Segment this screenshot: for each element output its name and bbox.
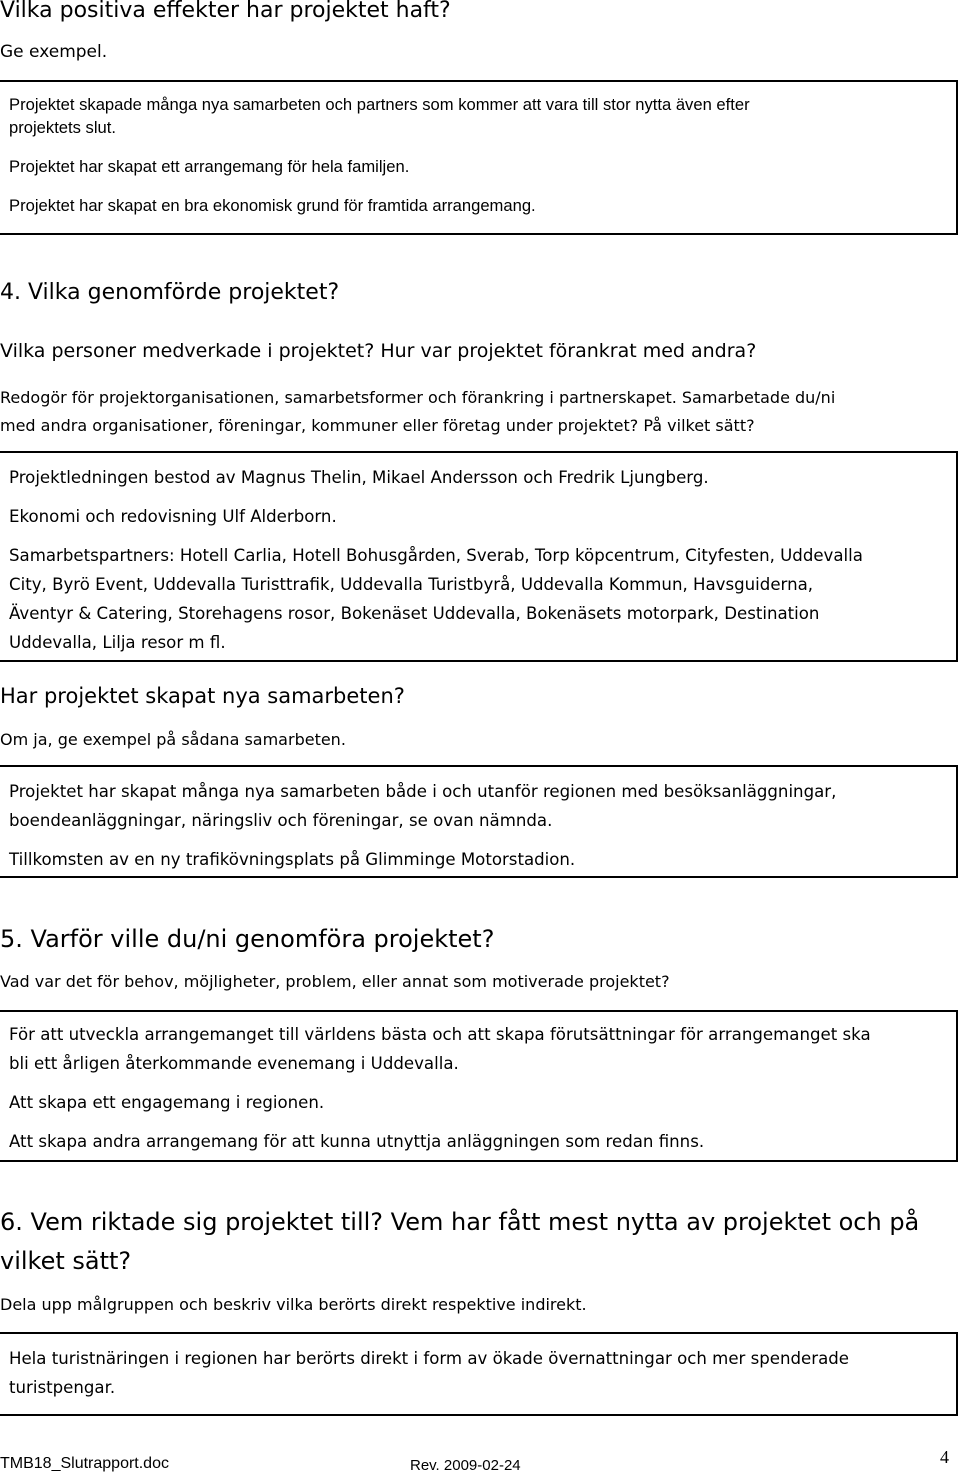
answer-box-organisation <box>0 451 958 662</box>
section-5-heading: 5. Varför ville du/ni genomföra projektet? <box>0 925 495 953</box>
footer-page-number: 4 <box>940 1447 949 1467</box>
answer-line: Projektet har skapat ett arrangemang för hela familjen. <box>9 157 410 176</box>
answer-line: Äventyr & Catering, Storehagens rosor, Bokenäset Uddevalla, Bokenäsets motorpark, Destination <box>9 604 820 623</box>
answer-line: turistpengar. <box>9 1378 116 1397</box>
section-6-heading-cont: vilket sätt? <box>0 1247 132 1275</box>
answer-line: City, Byrö Event, Uddevalla Turisttrafik, Uddevalla Turistbyrå, Uddevalla Kommun, Havsguiderna, <box>9 575 814 594</box>
answer-line: boendeanläggningar, näringsliv och föreningar, se ovan nämnda. <box>9 811 553 830</box>
answer-line: Projektet skapade många nya samarbeten och partners som kommer att vara till stor nytta även efter <box>9 95 750 114</box>
section-4-heading: 4. Vilka genomförde projektet? <box>0 280 340 305</box>
answer-line: Att skapa andra arrangemang för att kunna utnyttja anläggningen som redan finns. <box>9 1132 705 1151</box>
answer-line: Att skapa ett engagemang i regionen. <box>9 1093 325 1112</box>
question-collaboration: Har projektet skapat nya samarbeten? <box>0 684 405 708</box>
answer-line: Projektet har skapat många nya samarbeten både i och utanför regionen med besöksanläggningar, <box>9 782 837 801</box>
section-5-subheading: Vad var det för behov, möjligheter, problem, eller annat som motiverade projektet? <box>0 972 670 991</box>
answer-box-motivation <box>0 1010 958 1162</box>
answer-line: bli ett årligen återkommande evenemang i Uddevalla. <box>9 1054 459 1073</box>
answer-line: projektets slut. <box>9 118 116 137</box>
answer-box-target-group <box>0 1332 958 1416</box>
answer-line: Projektledningen bestod av Magnus Thelin, Mikael Andersson och Fredrik Ljungberg. <box>9 468 709 487</box>
footer-revision: Rev. 2009-02-24 <box>410 1457 521 1474</box>
answer-line: Uddevalla, Lilja resor m fl. <box>9 633 226 652</box>
question-collaboration-sub: Om ja, ge exempel på sådana samarbeten. <box>0 730 346 749</box>
answer-line: Samarbetspartners: Hotell Carlia, Hotell Bohusgården, Sverab, Torp köpcentrum, Cityfesten, Uddevalla <box>9 546 863 565</box>
section-4-desc: med andra organisationer, föreningar, kommuner eller företag under projektet? På vilket sätt? <box>0 416 755 435</box>
answer-line: För att utveckla arrangemanget till världens bästa och att skapa förutsättningar för arrangemanget ska <box>9 1025 871 1044</box>
answer-box-effects <box>0 80 958 235</box>
section-4-desc: Redogör för projektorganisationen, samarbetsformer och förankring i partnerskapet. Samarbetade du/ni <box>0 388 836 407</box>
answer-line: Projektet har skapat en bra ekonomisk grund för framtida arrangemang. <box>9 196 536 215</box>
section-6-subheading: Dela upp målgruppen och beskriv vilka berörts direkt respektive indirekt. <box>0 1295 587 1314</box>
question-effects: Vilka positiva effekter har projektet haft? <box>0 0 451 23</box>
section-6-heading: 6. Vem riktade sig projektet till? Vem har fått mest nytta av projektet och på <box>0 1208 920 1236</box>
answer-line: Ekonomi och redovisning Ulf Alderborn. <box>9 507 337 526</box>
answer-line: Hela turistnäringen i regionen har berörts direkt i form av ökade övernattningar och mer spenderade <box>9 1349 850 1368</box>
answer-line: Tillkomsten av en ny trafikövningsplats på Glimminge Motorstadion. <box>9 850 576 869</box>
section-4-subheading: Vilka personer medverkade i projektet? Hur var projektet förankrat med andra? <box>0 340 757 362</box>
answer-box-collaboration <box>0 765 958 878</box>
question-effects-sub: Ge exempel. <box>0 42 108 62</box>
footer-filename: TMB18_Slutrapport.doc <box>0 1455 169 1472</box>
